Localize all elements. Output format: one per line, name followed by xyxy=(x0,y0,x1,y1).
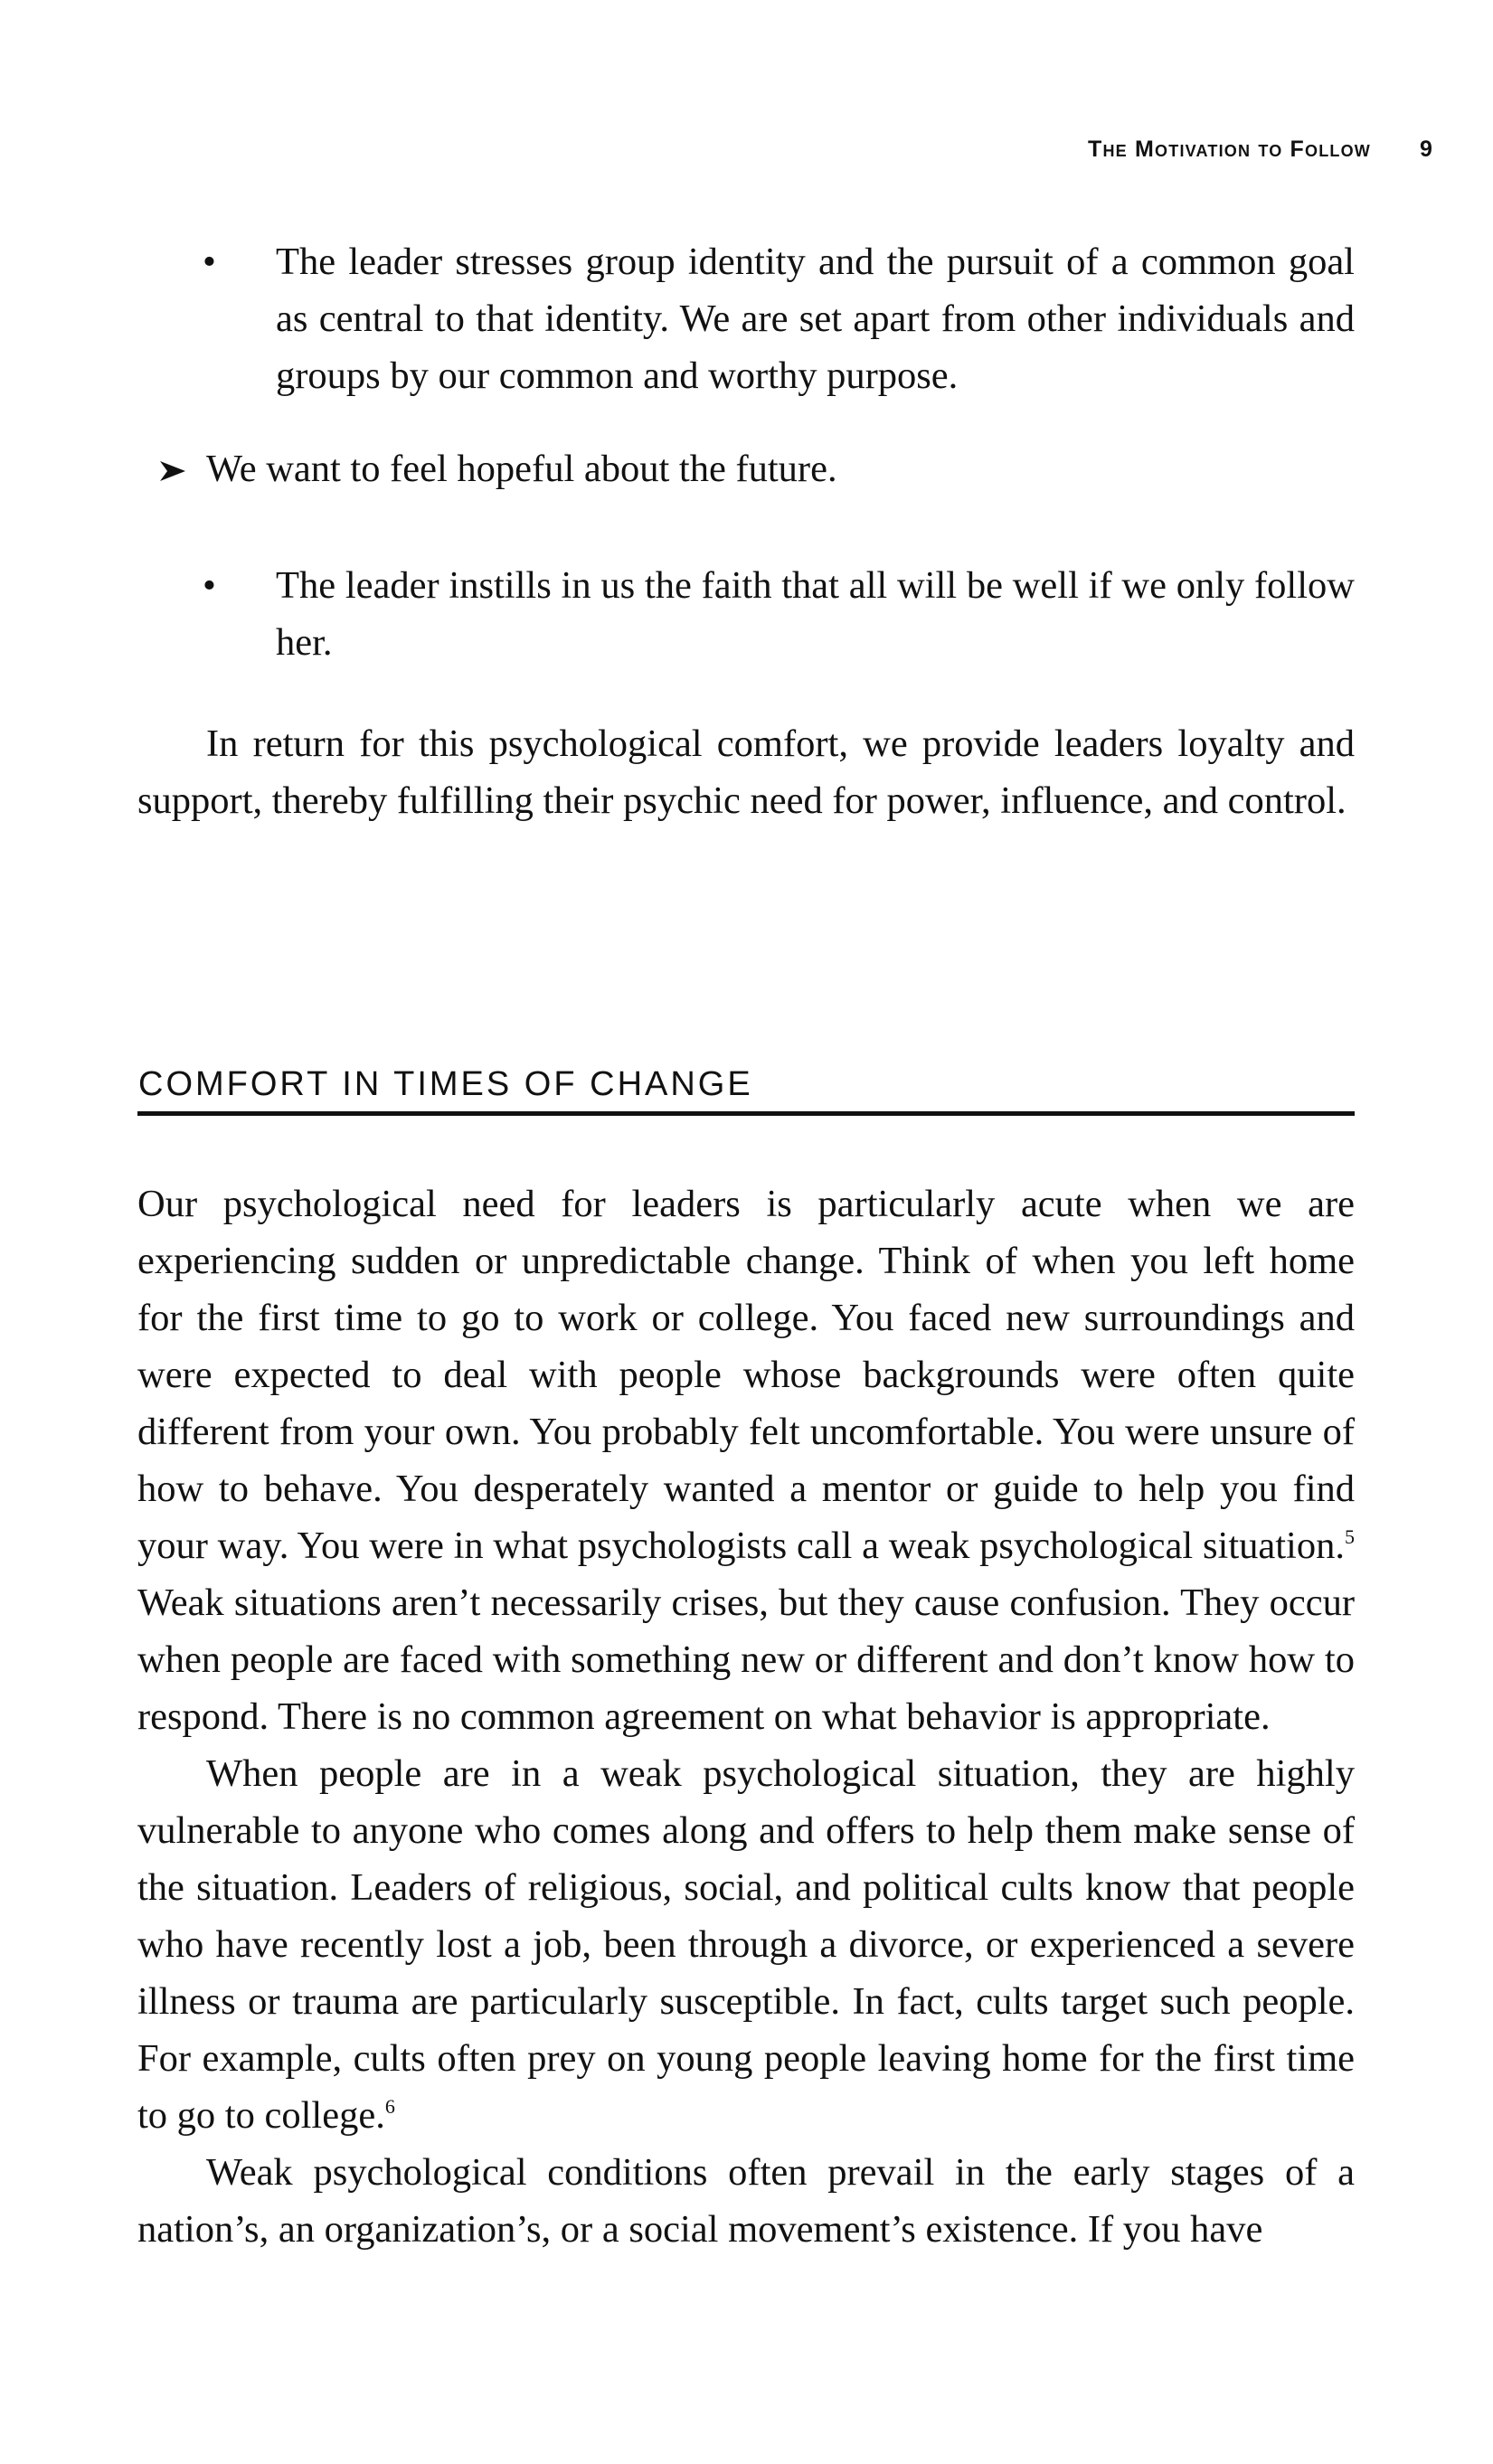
bullet-marker: • xyxy=(203,564,216,607)
arrowhead-icon xyxy=(159,459,186,483)
paragraph-weak-conditions: Weak psychological conditions often prevail in the early stages of a nation’s, an organization’s, or a social movement’s existence. If you have xyxy=(137,2151,1355,2251)
section-divider xyxy=(137,1111,1355,1116)
body-text xyxy=(137,1175,1355,2258)
bullet-item-faith: The leader instills in us the faith that all will be well if we only follow her. xyxy=(276,564,1355,664)
paragraph-text: Our psychological need for leaders is particularly acute when we are experiencing sudden or unpredictable change. Think of when you left home for the first time to go to work or college. You faced new surroundings and were expected to deal with people whose backgrounds were often quite different from your own. You probably felt uncomfortable. You were unsure of how to behave. You desperately wanted a mentor or guide to help you find your way. You were in what psychologists call a weak psychological situation. xyxy=(137,1183,1355,1567)
bullet-item-group-identity: The leader stresses group identity and the pursuit of a common goal as central to that identity. We are set apart from other individuals and groups by our common and worthy purpose. xyxy=(276,241,1355,397)
need-hopeful: We want to feel hopeful about the future. xyxy=(206,448,837,490)
footnote-ref-6: 6 xyxy=(384,2095,395,2118)
paragraph-need-for-leaders xyxy=(137,1175,1355,1745)
running-head-title: The Motivation to Follow xyxy=(1088,137,1371,162)
bullet-marker: • xyxy=(203,241,216,283)
section-heading: COMFORT IN TIMES OF CHANGE xyxy=(138,1065,753,1103)
paragraph-vulnerable xyxy=(137,1745,1355,2144)
footnote-ref-5: 5 xyxy=(1345,1525,1355,1548)
comfort-paragraph: In return for this psychological comfort, we provide leaders loyalty and support, thereby fulfilling their psychic need for power, influence, and control. xyxy=(137,722,1355,822)
page-number: 9 xyxy=(1420,137,1432,162)
paragraph-text: Weak situations aren’t necessarily crises, but they cause confusion. They occur when people are faced with something new or different and don’t know how to respond. There is no common agreement on what behavior is appropriate. xyxy=(137,1581,1355,1738)
paragraph-text: When people are in a weak psychological situation, they are highly vulnerable to anyone who comes along and offers to help them make sense of the situation. Leaders of religious, social, and political cults know that people who have recently lost a job, been through a divorce, or experienced a severe illness or trauma are particularly susceptible. In fact, cults target such people. For example, cults often prey on young people leaving home for the first time to go to college. xyxy=(137,1752,1355,2137)
